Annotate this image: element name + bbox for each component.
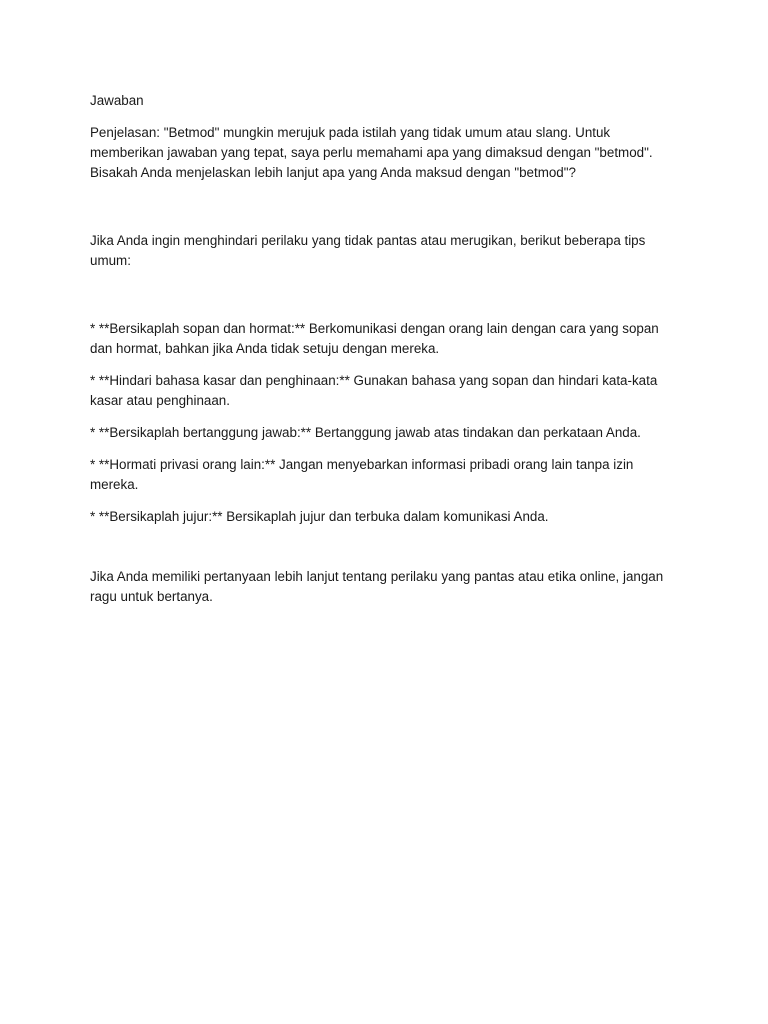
document-body bbox=[90, 91, 680, 607]
tip-item: * **Hormati privasi orang lain:** Jangan menyebarkan informasi pribadi orang lain tanpa izin mereka. bbox=[90, 457, 634, 492]
explanation-paragraph: Penjelasan: "Betmod" mungkin merujuk pada istilah yang tidak umum atau slang. Untuk memberikan jawaban yang tepat, saya perlu memahami apa yang dimaksud dengan "betmod". Bisakah Anda menjelaskan lebih lanjut apa yang Anda maksud dengan "betmod"? bbox=[90, 125, 653, 180]
tip-item: * **Bersikaplah sopan dan hormat:** Berkomunikasi dengan orang lain dengan cara yang sopan dan hormat, bahkan jika Anda tidak setuju dengan mereka. bbox=[90, 321, 659, 356]
tips-list bbox=[90, 319, 680, 527]
document-heading: Jawaban bbox=[90, 93, 144, 108]
tip-item: * **Bersikaplah bertanggung jawab:** Bertanggung jawab atas tindakan dan perkataan Anda. bbox=[90, 425, 641, 440]
intro-paragraph: Jika Anda ingin menghindari perilaku yang tidak pantas atau merugikan, berikut beberapa tips umum: bbox=[90, 233, 646, 268]
tip-item: * **Hindari bahasa kasar dan penghinaan:** Gunakan bahasa yang sopan dan hindari kata-kata kasar atau penghinaan. bbox=[90, 373, 658, 408]
closing-paragraph: Jika Anda memiliki pertanyaan lebih lanjut tentang perilaku yang pantas atau etika online, jangan ragu untuk bertanya. bbox=[90, 569, 664, 604]
tip-item: * **Bersikaplah jujur:** Bersikaplah jujur dan terbuka dalam komunikasi Anda. bbox=[90, 509, 549, 524]
